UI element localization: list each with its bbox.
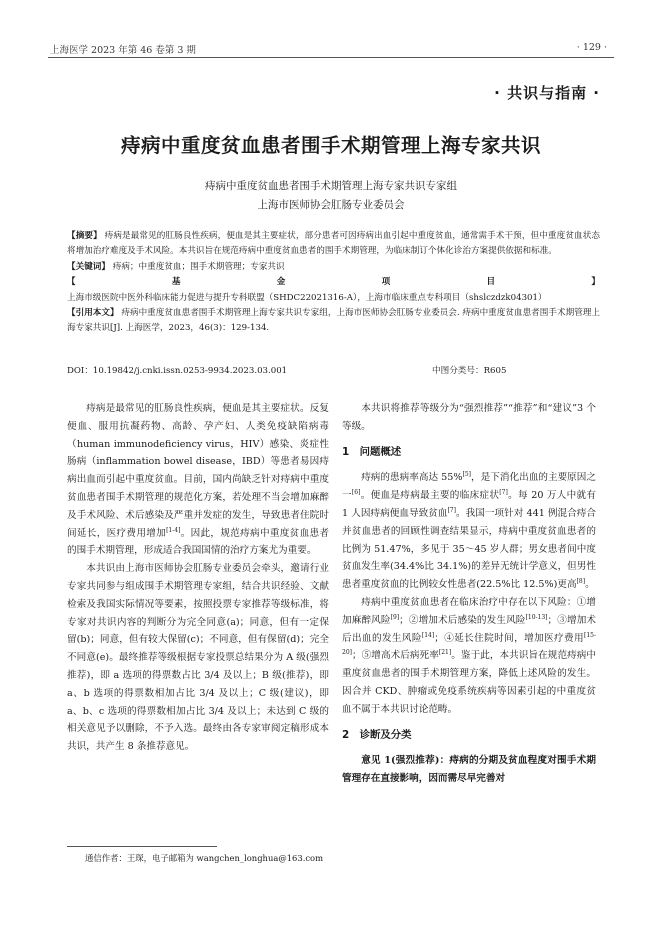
abstract-text: 痔病是最常见的肛肠良性疾病，便血是其主要症状，部分患者可因痔病出血引起中重度贫血，通常需手术干预，但中重度贫血状态将增加治疗难度及手术风险。本共识旨在规范痔病中重度贫血患者的围手术期管理，为临床制订个体化诊治方案提供依据和标准。: [67, 231, 600, 257]
body-paragraph: [67, 400, 329, 560]
paragraph-text: ，是下消化出血的主要原因之一: [342, 472, 597, 502]
doi: DOI：10.19842/j.cnki.issn.0253-9934.2023.03.001: [67, 366, 288, 376]
right-column: [342, 400, 596, 788]
paragraph-text: 。: [585, 579, 595, 591]
keywords-label: 【关键词】: [67, 261, 110, 272]
fund-label: 【基金项目】: [67, 277, 600, 288]
citation-label: 【引用本文】: [67, 308, 119, 319]
keywords-text: 痔病；中重度贫血；围手术期管理；专家共识: [112, 261, 285, 272]
paragraph-text: 痔病的患病率高达 55%: [361, 472, 463, 484]
section-heading: 1 问题概述: [342, 445, 402, 458]
paragraph-text: ；②增加术后感染的发生风险: [399, 614, 526, 626]
citation-ref: [21]: [438, 649, 452, 657]
paragraph-text: ；③增加术后出血的发生风险: [342, 614, 597, 644]
body-paragraph: 本共识由上海市医师协会肛肠专业委员会牵头，邀请行业专家共同参与组成围手术期管理专家组，结合共识经验、文献检索及我国实际情况等要素，按照投票专家推荐等级标准，将专家对共识内容的判断分为完全同意(a)；同意，但有一定保留(b)；同意，但有较大保留(c)；不同意，但有保留(d)；完全不同意(e)。最终推荐等级根据专家投票总结果分为 A 级(强烈推荐)，即 a 选项的得票数占比 3/4 及以上；B 级(推荐)，即 a、b 选项的得票数相加占比 3/4 及以上；C 级(建议)，即 a、b、c 选项的得票数相加占比 3/4 及以上；未达到 C 级的相关意见予以删除，不予入选。最终由各专家审阅定稿形成本共识，共产生 8 条推荐意见。: [67, 563, 329, 753]
citation-ref: [8]: [576, 577, 586, 585]
abstract-paragraph: [67, 229, 600, 260]
citation-ref: [10-13]: [525, 613, 548, 621]
recommendation-opinion: 意见 1(强烈推荐)：痔病的分期及贫血程度对围手术期管理存在直接影响，因而需尽早完善对: [342, 755, 596, 785]
citation-paragraph: [67, 306, 600, 337]
paragraph-text: ；⑤增高术后病死率: [351, 650, 439, 662]
citation-ref: [7]: [447, 506, 456, 514]
paragraph-text: 。我国一项针对 441 例混合痔合并贫血患者的回顾性调查结果显示，痔病中重度贫血患者的比例为 51.47%，多见于 35～45 岁人群；男女患者间中度贫血发生率(34.4%比 34.1%)的差异无统计学意义，但男性患者重度贫血的比例较女性患者(22.5%比 12.5%)更高: [342, 507, 596, 591]
paragraph-text: 。因此，规范痔病中重度贫血患者的围手术期管理，形成适合我国国情的治疗方案尤为重要。: [67, 527, 329, 557]
abstract-label: 【摘要】: [67, 231, 102, 241]
citation-text: 痔病中重度贫血患者围手术期管理上海专家共识专家组，上海市医师协会肛肠专业委员会. 痔病中重度贫血患者围手术期管理上海专家共识[J]. 上海医学，2023，46(3)：129-134.: [67, 308, 600, 334]
author-group: 痔病中重度贫血患者围手术期管理上海专家共识专家组: [205, 180, 457, 192]
paragraph-text: 痔病是最常见的肛肠良性疾病，便血是其主要症状。反复便血、服用抗凝药物、高龄、孕产妇、人类免疫缺陷病毒（human immunodeficiency virus，HIV）感染、炎症性肠病（inflammation bowel disease，IBD）等患者易因痔病出血而引起中重度贫血。目前，国内尚缺乏针对痔病中重度贫血患者围手术期管理的规范化方案，若处理不当会增加麻醉及手术风险、术后感染及严重并发症的发生，导致患者住院时间延长，医疗费用增加: [67, 403, 329, 539]
citation-ref: [9]: [390, 613, 400, 621]
citation-ref: [7]: [499, 489, 508, 496]
paragraph-text: 。便血是痔病最主要的临床症状: [360, 490, 500, 502]
left-column: [67, 400, 329, 756]
citation-ref: [14]: [421, 631, 435, 639]
fund-paragraph: [67, 275, 600, 306]
doi-line: [67, 364, 600, 376]
paragraph-text: ；④延长住院时间，增加医疗费用: [434, 632, 584, 644]
article-title: 痔病中重度贫血患者围手术期管理上海专家共识: [120, 134, 541, 157]
citation-ref: [15-20]: [342, 631, 597, 657]
keywords-paragraph: [67, 260, 600, 275]
fund-text: 上海市级医院中医外科临床能力促进与提升专科联盟（SHDC22021316-A），上海市临床重点专科项目（shslczdzk04301）: [67, 292, 547, 303]
body-paragraph: [342, 594, 596, 719]
correspondence-footnote: 通信作者：王琛，电子邮箱为 wangchen_longhua@163.com: [85, 853, 324, 863]
clc-number: 中图分类号：R605: [432, 366, 507, 376]
abstract-block: [67, 229, 600, 337]
citation-ref: [1-4]: [166, 526, 181, 534]
section-heading: 2 诊断及分类: [342, 728, 412, 741]
paragraph-text: 痔病中重度贫血患者在临床治疗中存在以下风险：①增加麻醉风险: [342, 596, 596, 626]
body-paragraph: [342, 469, 596, 594]
author-society: 上海市医师协会肛肠专业委员会: [257, 199, 405, 211]
section-tag: · 共识与指南 ·: [494, 84, 600, 102]
paragraph-text: 。鉴于此，本共识旨在规范痔病中重度贫血患者的围手术期管理方案，降低上述风险的发生。因合并 CKD、肿瘤或免疫系统疾病等因素引起的中重度贫血不属于本共识讨论范畴。: [342, 650, 597, 715]
journal-issue: 上海医学 2023 年第 46 卷第 3 期: [50, 45, 196, 56]
paragraph-text: 。每 20 万人中就有 1 人因痔病便血导致贫血: [342, 490, 597, 519]
body-paragraph: 本共识将推荐等级分为“强烈推荐”“推荐”和“建议”3 个等级。: [342, 403, 596, 432]
header-rule: [48, 57, 614, 58]
citation-ref: [5]: [462, 471, 472, 479]
footnote-rule: [67, 846, 217, 847]
citation-ref: [6]: [351, 489, 361, 496]
page-number: · 129 ·: [576, 42, 607, 53]
author-block: [0, 177, 662, 215]
